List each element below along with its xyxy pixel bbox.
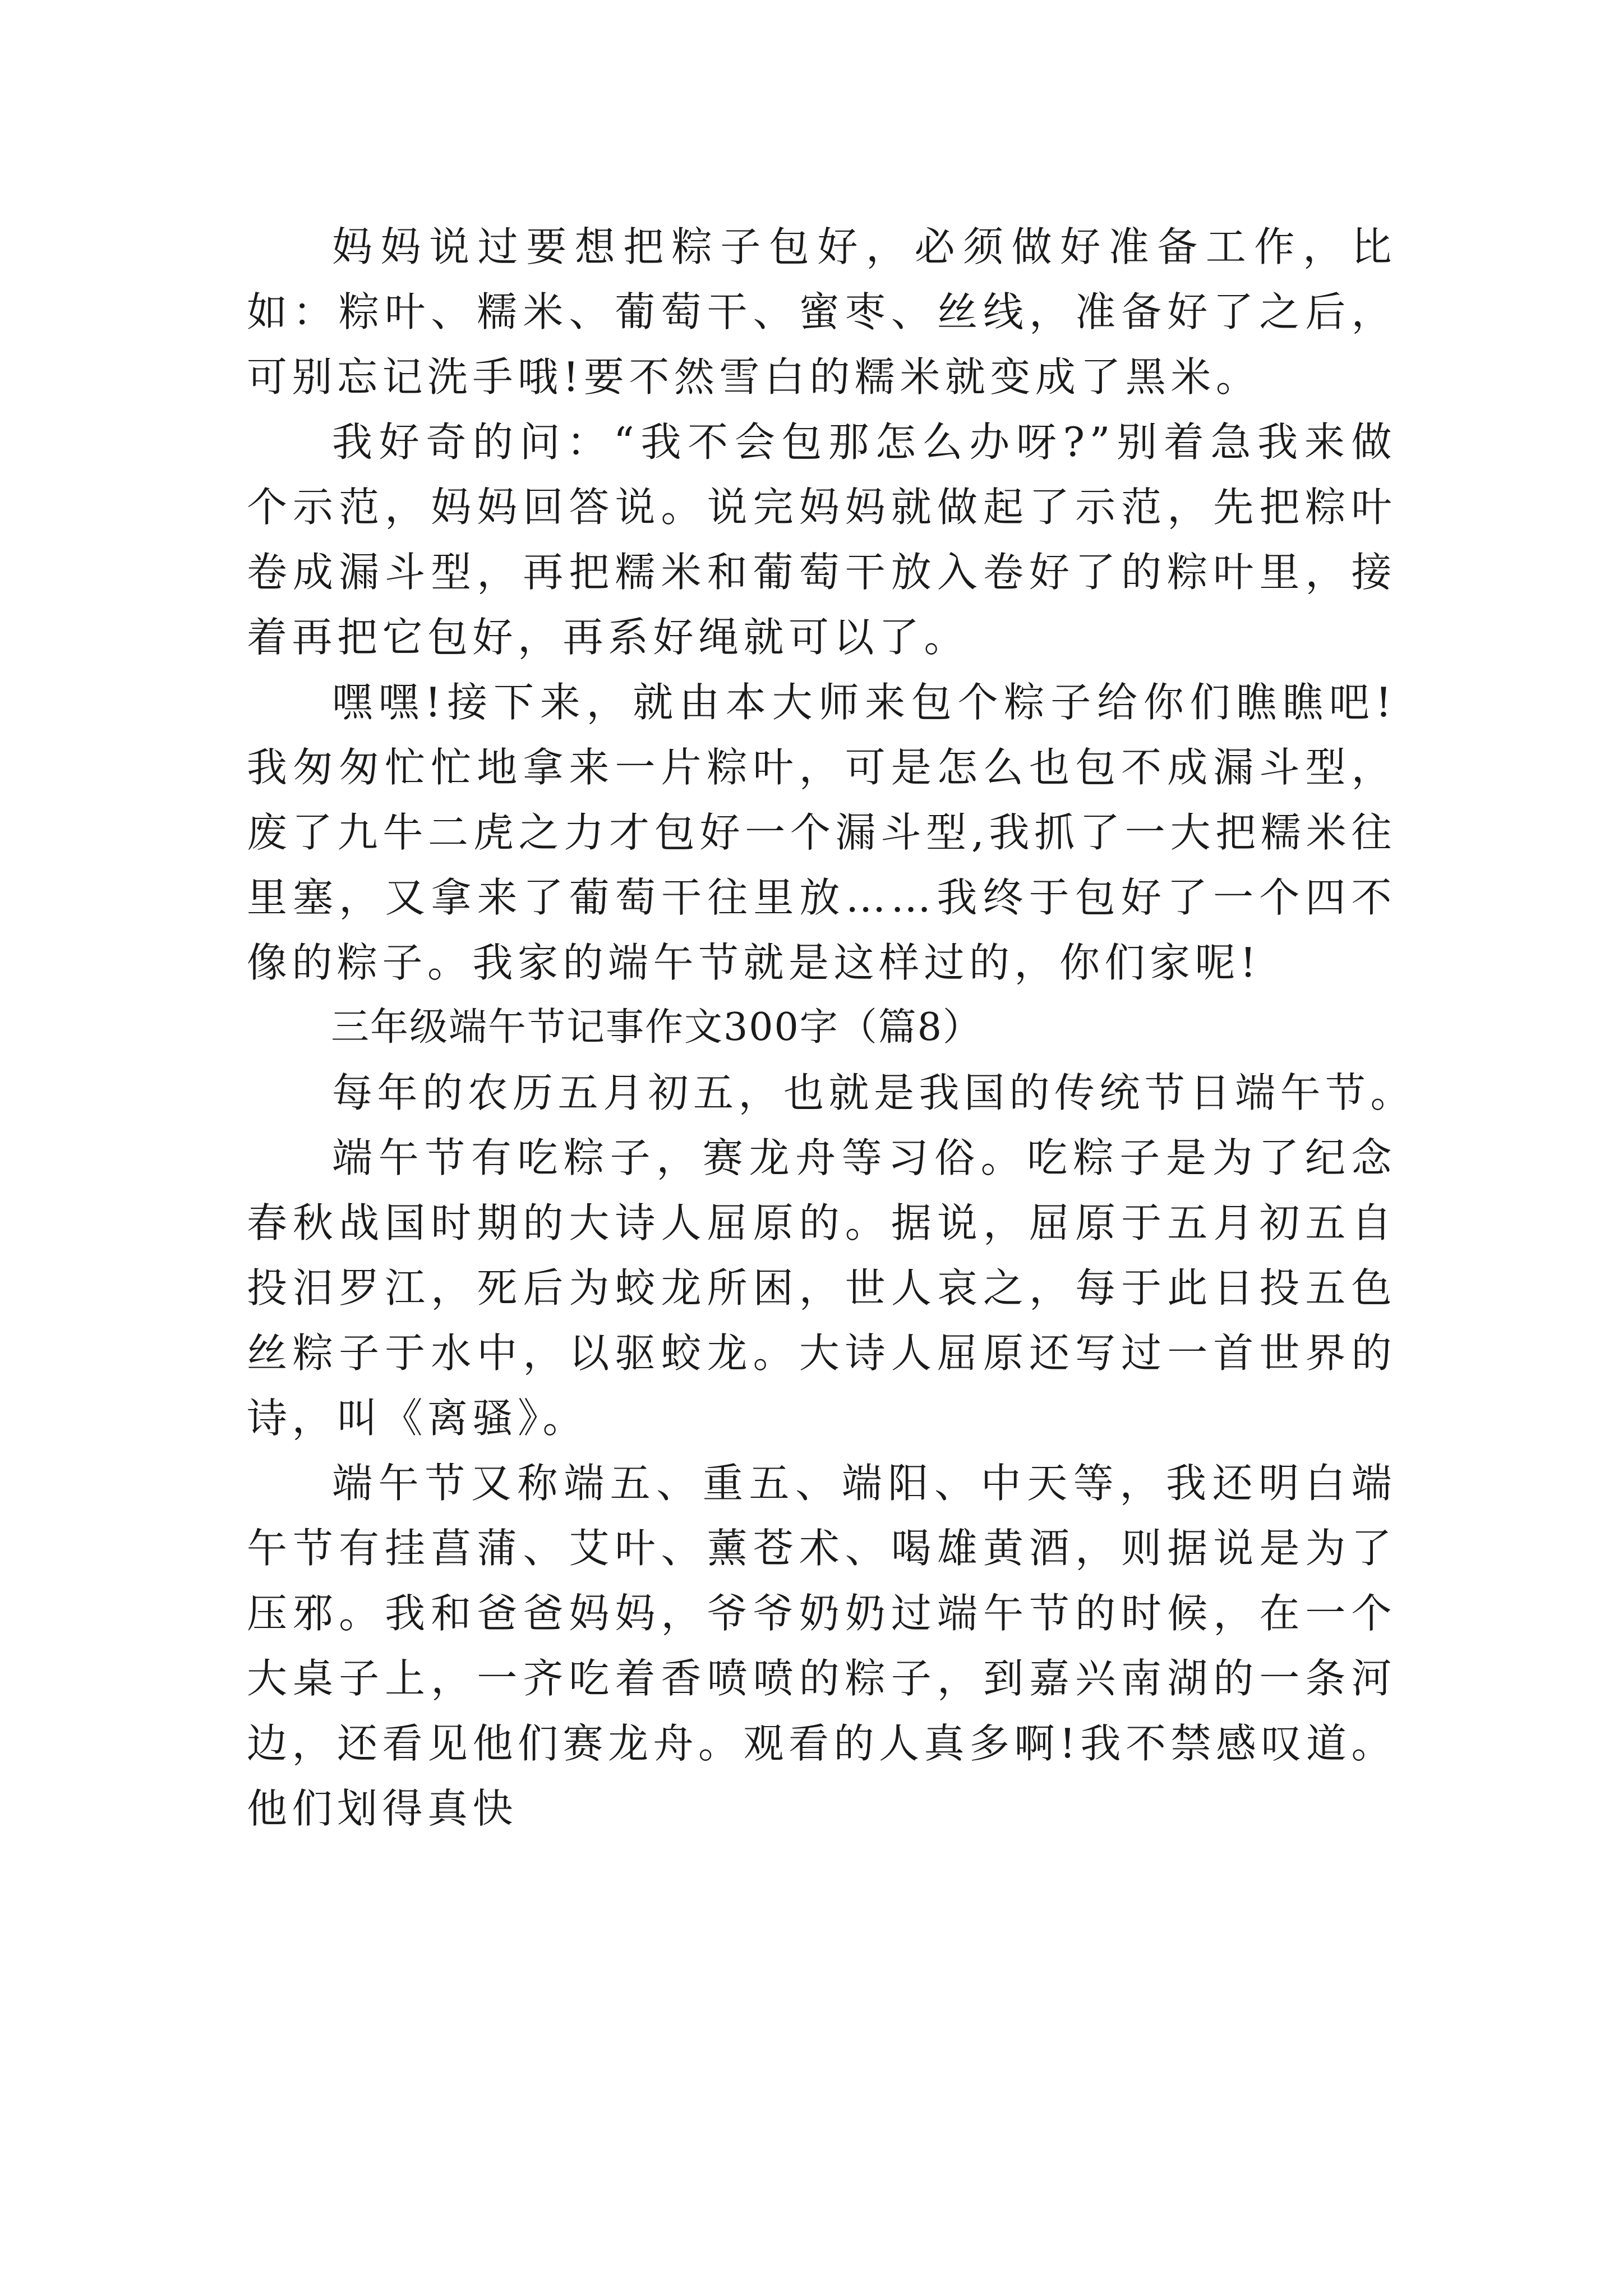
paragraph-attempt: 嘿嘿!接下来，就由本大师来包个粽子给你们瞧瞧吧!我匆匆忙忙地拿来一片粽叶，可是怎么也包不成漏斗型，废了九牛二虎之力才包好一个漏斗型,我抓了一大把糯米往里塞，又拿来了葡萄干往里放……我终于包好了一个四不像的粽子。我家的端午节就是这样过的，你们家呢!: [247, 679, 1396, 986]
paragraph-demonstration: 我好奇的问：“我不会包那怎么办呀?”别着急我来做个示范，妈妈回答说。说完妈妈就做起了示范，先把粽叶卷成漏斗型，再把糯米和葡萄干放入卷好了的粽叶里，接着再把它包好，再系好绳就可以了。: [247, 418, 1396, 661]
paragraph-customs: 端午节又称端五、重五、端阳、中天等，我还明白端午节有挂菖蒲、艾叶、薰苍术、喝雄黄酒，则据说是为了压邪。我和爸爸妈妈，爷爷奶奶过端午节的时候，在一个大桌子上，一齐吃着香喷喷的粽子，到嘉兴南湖的一条河边，还看见他们赛龙舟。观看的人真多啊!我不禁感叹道。他们划得真快: [247, 1460, 1396, 1832]
essay-title: 三年级端午节记事作文300字（篇8）: [331, 1005, 983, 1050]
paragraph-festival-date: 每年的农历五月初五，也就是我国的传统节日端午节。: [332, 1069, 1416, 1116]
paragraph-preparation: 妈妈说过要想把粽子包好，必须做好准备工作，比如：粽叶、糯米、葡萄干、蜜枣、丝线，准备好了之后，可别忘记洗手哦!要不然雪白的糯米就变成了黑米。: [247, 223, 1396, 401]
paragraph-quyuan: 端午节有吃粽子，赛龙舟等习俗。吃粽子是为了纪念春秋战国时期的大诗人屈原的。据说，屈原于五月初五自投汨罗江，死后为蛟龙所困，世人哀之，每于此日投五色丝粽子于水中，以驱蛟龙。大诗人屈原还写过一首世界的诗，叫《离骚》。: [247, 1134, 1396, 1442]
document-body: [247, 214, 1416, 1841]
